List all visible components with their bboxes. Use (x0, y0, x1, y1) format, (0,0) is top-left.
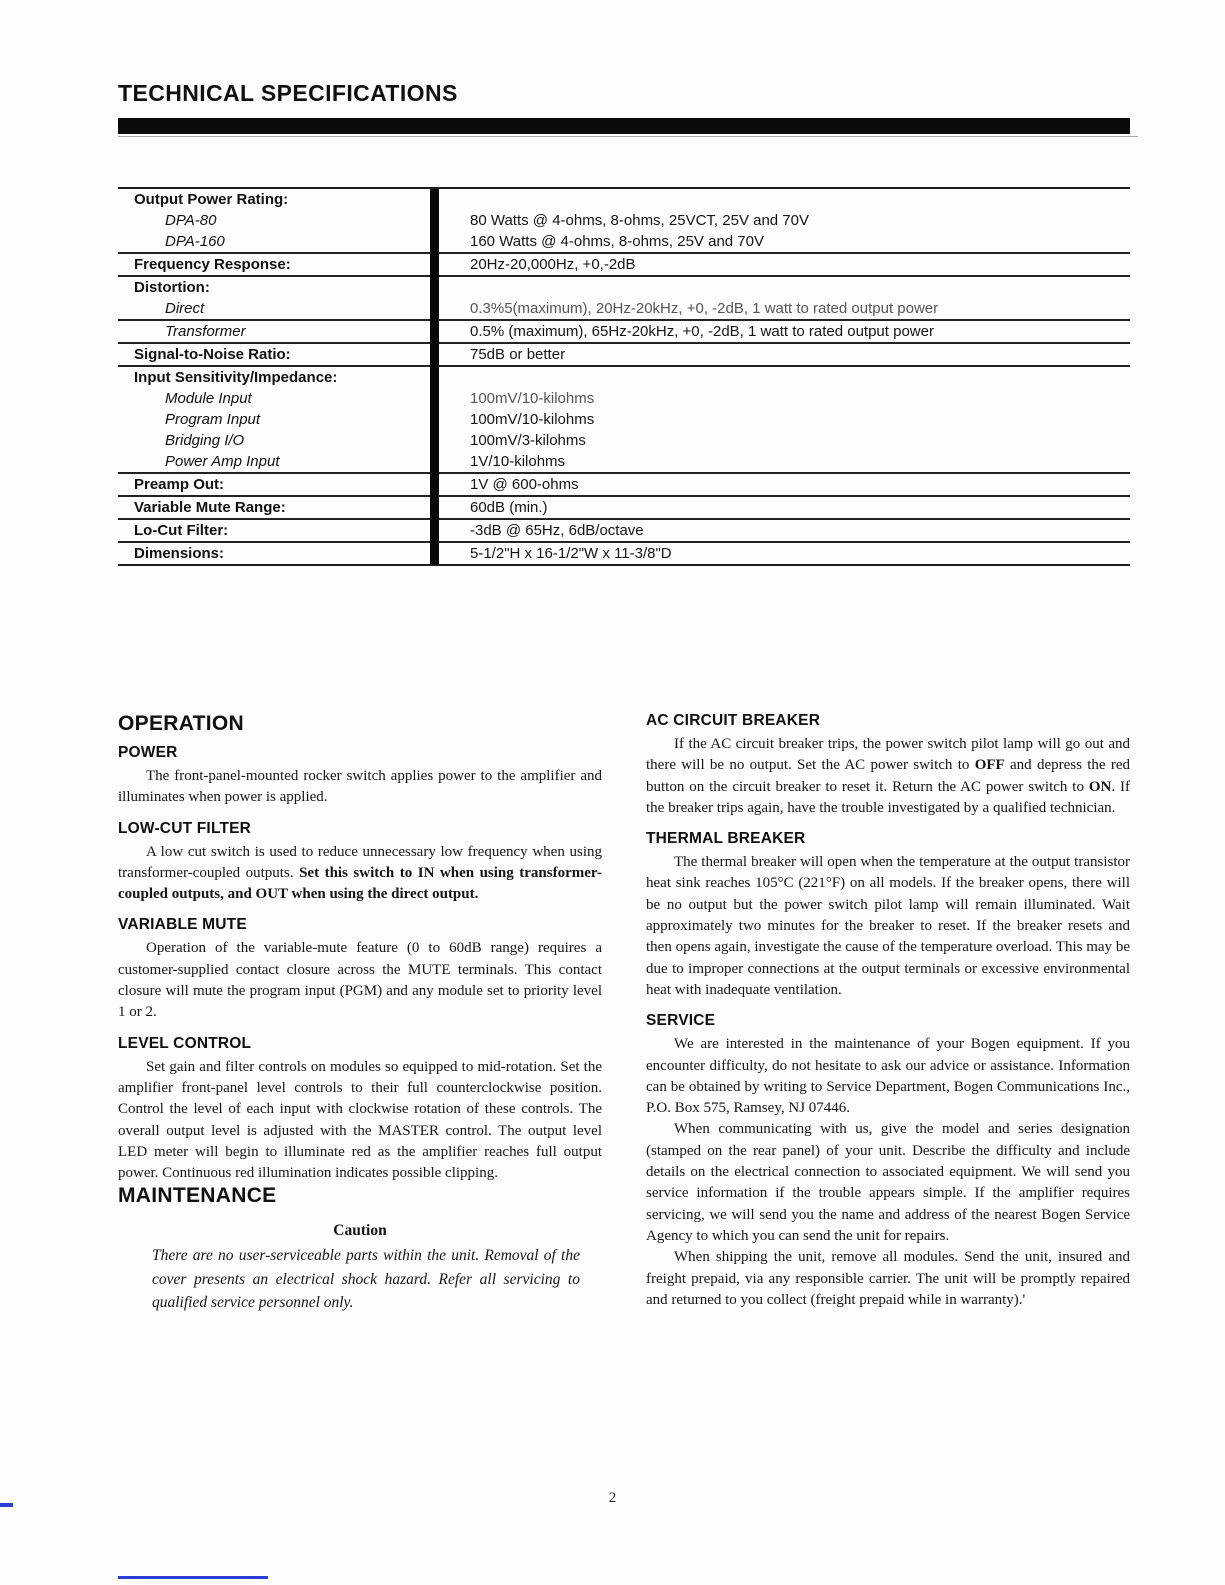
spec-label: Output Power Rating: (134, 191, 289, 208)
spec-row (118, 342, 1130, 365)
spec-value: -3dB @ 65Hz, 6dB/octave (470, 522, 644, 539)
page-number: 2 (608, 1490, 617, 1506)
spec-label: Lo-Cut Filter: (134, 522, 229, 539)
page-title: TECHNICAL SPECIFICATIONS (118, 80, 458, 106)
low-cut-filter-paragraph: A low cut switch is used to reduce unnecessary low frequency when using transformer-coupled outputs. Set this switch to IN when using transformer-coupled outputs, and OUT when using the direct output. (118, 843, 602, 903)
spec-value: 0.3%5(maximum), 20Hz-20kHz, +0, -2dB, 1 watt to rated output power (470, 300, 939, 317)
spec-label: Program Input (165, 411, 261, 428)
spec-row (118, 409, 1130, 430)
spec-label: Direct (165, 300, 205, 317)
spec-row (118, 430, 1130, 451)
left-column (118, 712, 602, 1314)
specs-table (118, 187, 1130, 566)
service-paragraph-2: When communicating with us, give the model and series designation (stamped on the rear panel) of your unit. Describe the difficulty and include details on the electrical connection to associated equipment. We will send you service information if the trouble appears simple. If the amplifier requires servicing, we will send you the name and address of the nearest Bogen Service Agency to which you can send the unit for repairs. (646, 1121, 1130, 1244)
spec-label: Frequency Response: (134, 256, 291, 273)
spec-value: 1V @ 600-ohms (470, 476, 579, 493)
spec-row (118, 472, 1130, 495)
spec-label: Module Input (165, 390, 252, 407)
title-underline-bar (118, 118, 1130, 134)
spec-label: Distortion: (134, 279, 210, 296)
subheading-thermal-breaker: THERMAL BREAKER (646, 830, 806, 848)
spec-label: DPA-80 (165, 212, 217, 229)
scan-artifact-blue-line (118, 1576, 268, 1579)
table-divider-bar (430, 189, 439, 564)
spec-value: 0.5% (maximum), 65Hz-20kHz, +0, -2dB, 1 watt to rated output power (470, 323, 934, 340)
caution-title: Caution (333, 1222, 387, 1240)
spec-row (118, 451, 1130, 472)
spec-label: Input Sensitivity/Impedance: (134, 369, 338, 386)
service-paragraph-3: When shipping the unit, remove all modules. Send the unit, insured and freight prepaid, via any responsible carrier. The unit will be promptly repaired and returned to you collect (freight prepaid while in warranty).' (646, 1249, 1130, 1308)
spec-row (118, 298, 1130, 319)
spec-row (118, 495, 1130, 518)
spec-label: Bridging I/O (165, 432, 245, 449)
spec-row (118, 210, 1130, 231)
spec-row (118, 275, 1130, 298)
section-heading-maintenance: MAINTENANCE (118, 1184, 277, 1208)
spec-value: 20Hz-20,000Hz, +0,-2dB (470, 256, 636, 273)
subheading-power: POWER (118, 744, 178, 761)
spec-label: Signal-to-Noise Ratio: (134, 346, 291, 363)
spec-row (118, 541, 1130, 564)
subheading-level-control: LEVEL CONTROL (118, 1034, 252, 1052)
spec-row (118, 388, 1130, 409)
spec-row (118, 231, 1130, 252)
spec-value: 60dB (min.) (470, 499, 548, 516)
spec-row (118, 518, 1130, 541)
variable-mute-paragraph: Operation of the variable-mute feature (0 to 60dB range) requires a customer-supplied contact closure across the MUTE terminals. This contact closure will mute the program input (PGM) and any module set to priority level 1 or 2. (118, 940, 602, 1021)
spec-value: 100mV/10-kilohms (470, 390, 595, 407)
spec-label: DPA-160 (165, 233, 225, 250)
spec-value: 75dB or better (470, 346, 566, 363)
ac-circuit-breaker-paragraph: If the AC circuit breaker trips, the power switch pilot lamp will go out and there will be no output. Set the AC power switch to OFF and depress the red button on the circuit breaker to reset it. Return the AC power switch to ON. If the breaker trips again, have the trouble investigated by a qualified technician. (646, 736, 1131, 816)
right-column (646, 712, 1130, 1314)
spec-label: Preamp Out: (134, 476, 225, 493)
spec-value: 100mV/3-kilohms (470, 432, 586, 449)
subheading-low-cut-filter: LOW-CUT FILTER (118, 819, 252, 837)
power-paragraph: The front-panel-mounted rocker switch applies power to the amplifier and illuminates when power is applied. (118, 768, 602, 806)
caution-paragraph: There are no user-serviceable parts within the unit. Removal of the cover presents an electrical shock hazard. Refer all servicing to qualified service personnel only. (152, 1247, 580, 1311)
spec-value: 1V/10-kilohms (470, 453, 566, 470)
spec-label: Variable Mute Range: (134, 499, 286, 516)
spec-value: 5-1/2"H x 16-1/2"W x 11-3/8"D (470, 545, 672, 562)
spec-row (118, 252, 1130, 275)
subheading-ac-circuit-breaker: AC CIRCUIT BREAKER (646, 712, 821, 729)
spec-row (118, 189, 1130, 210)
thermal-breaker-paragraph: The thermal breaker will open when the temperature at the output transistor heat sink reaches 105°C (221°F) on all models. If the breaker opens, there will be no output but the power switch pilot lamp will remain illuminated. Wait approximately two minutes for the breaker to reset. If the breaker resets and then opens again, investigate the cause of the temperature overload. This may be due to improper connections at the output terminals or excessive environmental heat with inadequate ventilation. (646, 854, 1130, 998)
scan-artifact-blue-dash (0, 1503, 13, 1507)
subheading-variable-mute: VARIABLE MUTE (118, 916, 247, 934)
spec-row (118, 319, 1130, 342)
spec-value: 100mV/10-kilohms (470, 411, 595, 428)
service-paragraph-1: We are interested in the maintenance of your Bogen equipment. If you encounter difficulty, do not hesitate to ask our advice or assistance. Information can be obtained by writing to Service Department, Bogen Communications Inc., P.O. Box 575, Ramsey, NJ 07446. (646, 1036, 1130, 1117)
section-heading-operation: OPERATION (118, 712, 244, 735)
subheading-service: SERVICE (646, 1012, 716, 1030)
level-control-paragraph: Set gain and filter controls on modules so equipped to mid-rotation. Set the amplifier front-panel level controls to their full counterclockwise position. Control the level of each input with clockwise rotation of these controls. The overall output level is adjusted with the MASTER control. The output level LED meter will begin to illuminate red as the amplifier reaches full output power. Continuous red illumination indicates possible clipping. (118, 1058, 602, 1182)
spec-label: Power Amp Input (165, 453, 280, 470)
spec-label: Dimensions: (134, 545, 225, 562)
spec-row (118, 365, 1130, 388)
spec-value: 80 Watts @ 4-ohms, 8-ohms, 25VCT, 25V and 70V (470, 212, 809, 229)
spec-value: 160 Watts @ 4-ohms, 8-ohms, 25V and 70V (470, 233, 764, 250)
body-columns (118, 712, 1130, 1314)
spec-label: Transformer (165, 323, 246, 340)
